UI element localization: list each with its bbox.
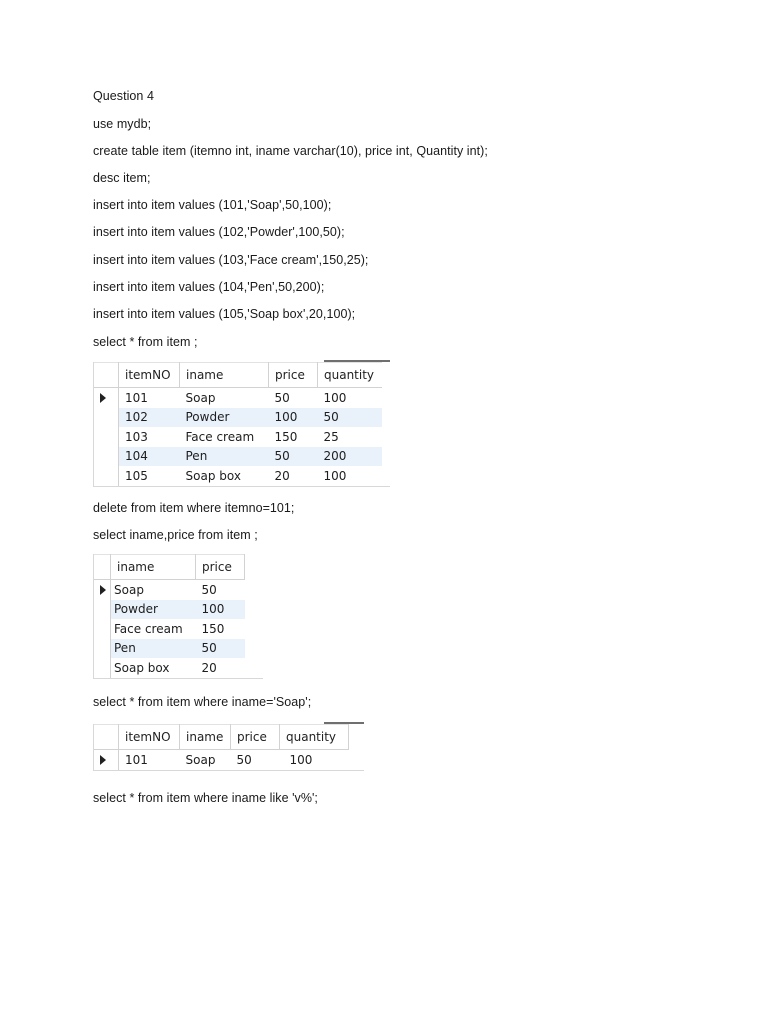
cell-price[interactable]: 100 bbox=[269, 408, 318, 428]
table-row[interactable] bbox=[94, 580, 245, 600]
cell-price[interactable]: 50 bbox=[196, 639, 245, 659]
table-row[interactable] bbox=[94, 619, 245, 639]
result-grid-2 bbox=[93, 554, 263, 679]
row-selector[interactable] bbox=[94, 600, 111, 620]
cell-iname[interactable]: Soap bbox=[185, 752, 216, 767]
cell-iname[interactable]: Face cream bbox=[185, 429, 255, 444]
question-title: Question 4 bbox=[93, 89, 154, 103]
table-row[interactable] bbox=[94, 639, 245, 659]
sql-line-insert-1: insert into item values (101,'Soap',50,100); bbox=[93, 198, 332, 212]
result-table-2 bbox=[94, 554, 245, 678]
cell-iname[interactable]: Soap bbox=[185, 390, 216, 405]
row-selector[interactable] bbox=[94, 427, 119, 447]
result-table-3 bbox=[94, 724, 349, 770]
cell-price[interactable]: 50 bbox=[236, 752, 252, 767]
row-selector[interactable] bbox=[94, 639, 111, 659]
cell-quantity[interactable]: 100 bbox=[289, 752, 313, 767]
row-selector-header bbox=[94, 725, 119, 750]
sql-line-select-like: select * from item where iname like 'v%'; bbox=[93, 791, 318, 805]
table-row[interactable] bbox=[94, 658, 245, 678]
column-header-quantity[interactable]: quantity bbox=[318, 363, 383, 388]
sql-line-use: use mydb; bbox=[93, 117, 152, 131]
row-pointer-icon bbox=[100, 393, 106, 403]
row-selector-header bbox=[94, 555, 111, 580]
cell-quantity[interactable]: 100 bbox=[323, 468, 347, 483]
column-header-quantity[interactable]: quantity bbox=[280, 725, 349, 750]
column-header-iname[interactable]: iname bbox=[180, 363, 269, 388]
cell-iname[interactable]: Face cream bbox=[114, 621, 183, 636]
cell-quantity[interactable]: 25 bbox=[323, 429, 339, 444]
row-pointer-icon bbox=[100, 755, 106, 765]
sql-line-insert-2: insert into item values (102,'Powder',100,50); bbox=[93, 225, 345, 239]
cell-iname[interactable]: Powder bbox=[180, 408, 269, 428]
cell-price[interactable]: 50 bbox=[201, 582, 217, 597]
row-selector[interactable] bbox=[94, 750, 119, 770]
cell-iname[interactable]: Pen bbox=[180, 447, 269, 467]
row-selector[interactable] bbox=[94, 658, 111, 678]
cell-itemno[interactable]: 101 bbox=[125, 390, 148, 405]
row-pointer-icon bbox=[100, 585, 106, 595]
table-row[interactable] bbox=[94, 388, 382, 408]
sql-line-select-all: select * from item ; bbox=[93, 335, 198, 349]
row-selector[interactable] bbox=[94, 447, 119, 467]
column-header-price[interactable]: price bbox=[196, 555, 245, 580]
table-row[interactable] bbox=[94, 466, 382, 486]
table-row[interactable] bbox=[94, 750, 349, 770]
sql-line-desc: desc item; bbox=[93, 171, 151, 185]
sql-line-insert-5: insert into item values (105,'Soap box',20,100); bbox=[93, 307, 356, 321]
column-header-price[interactable]: price bbox=[231, 725, 280, 750]
column-header-iname[interactable]: iname bbox=[111, 555, 196, 580]
sql-line-insert-3: insert into item values (103,'Face cream',150,25); bbox=[93, 253, 369, 267]
cell-quantity[interactable]: 200 bbox=[318, 447, 383, 467]
row-selector[interactable] bbox=[94, 466, 119, 486]
cell-price[interactable]: 20 bbox=[201, 660, 217, 675]
table-row[interactable] bbox=[94, 447, 382, 467]
cell-price[interactable]: 50 bbox=[274, 390, 290, 405]
table-row[interactable] bbox=[94, 408, 382, 428]
result-table-1 bbox=[94, 362, 382, 486]
cell-iname[interactable]: Soap box bbox=[185, 468, 241, 483]
cell-iname[interactable]: Powder bbox=[111, 600, 196, 620]
result-grid-1 bbox=[93, 362, 390, 487]
column-header-itemno[interactable]: itemNO bbox=[119, 725, 180, 750]
cell-itemno[interactable]: 102 bbox=[119, 408, 180, 428]
cell-price[interactable]: 150 bbox=[201, 621, 225, 636]
sql-line-create: create table item (itemno int, iname varchar(10), price int, Quantity int); bbox=[93, 144, 488, 158]
cell-price[interactable]: 150 bbox=[274, 429, 298, 444]
table-row[interactable] bbox=[94, 427, 382, 447]
table-header-row bbox=[94, 555, 245, 580]
cell-itemno[interactable]: 101 bbox=[125, 752, 148, 767]
row-selector[interactable] bbox=[94, 580, 111, 600]
cell-itemno[interactable]: 105 bbox=[125, 468, 148, 483]
cell-iname[interactable]: Soap bbox=[114, 582, 144, 597]
cell-quantity[interactable]: 50 bbox=[318, 408, 383, 428]
cell-quantity[interactable]: 100 bbox=[323, 390, 347, 405]
row-selector[interactable] bbox=[94, 388, 119, 408]
cell-itemno[interactable]: 103 bbox=[125, 429, 148, 444]
cell-price[interactable]: 50 bbox=[269, 447, 318, 467]
grid-header-accent bbox=[324, 722, 364, 724]
sql-line-delete: delete from item where itemno=101; bbox=[93, 501, 295, 515]
row-selector[interactable] bbox=[94, 408, 119, 428]
cell-price[interactable]: 100 bbox=[196, 600, 245, 620]
column-header-itemno[interactable]: itemNO bbox=[119, 363, 180, 388]
column-header-iname[interactable]: iname bbox=[180, 725, 231, 750]
sql-line-insert-4: insert into item values (104,'Pen',50,200); bbox=[93, 280, 325, 294]
table-header-row bbox=[94, 363, 382, 388]
column-header-price[interactable]: price bbox=[269, 363, 318, 388]
table-row[interactable] bbox=[94, 600, 245, 620]
row-selector[interactable] bbox=[94, 619, 111, 639]
cell-iname[interactable]: Pen bbox=[111, 639, 196, 659]
cell-iname[interactable]: Soap box bbox=[114, 660, 170, 675]
result-grid-3 bbox=[93, 724, 364, 771]
cell-price[interactable]: 20 bbox=[274, 468, 290, 483]
table-header-row bbox=[94, 725, 349, 750]
row-selector-header bbox=[94, 363, 119, 388]
cell-itemno[interactable]: 104 bbox=[119, 447, 180, 467]
sql-line-select-where: select * from item where iname='Soap'; bbox=[93, 695, 312, 709]
grid-header-accent bbox=[324, 360, 390, 362]
sql-line-select-cols: select iname,price from item ; bbox=[93, 528, 258, 542]
